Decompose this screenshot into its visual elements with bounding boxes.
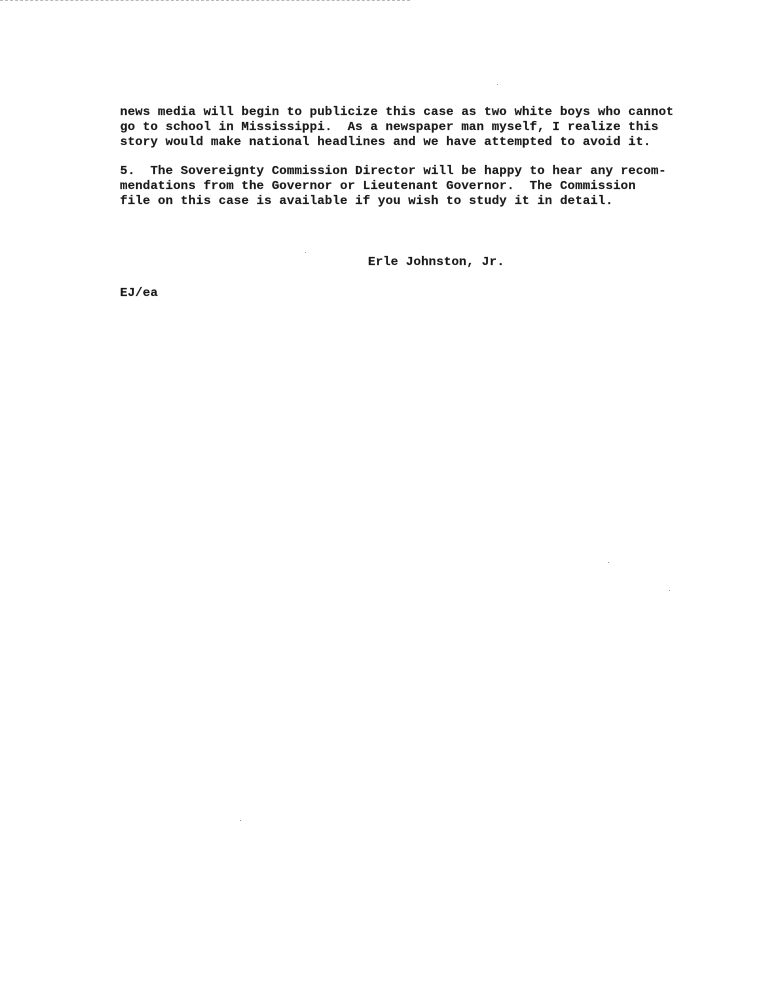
paragraph-continuation-line-2: go to school in Mississippi. As a newspaper man myself, I realize this (120, 120, 659, 134)
paragraph-5-line-2: mendations from the Governor or Lieutenant Governor. The Commission (120, 179, 636, 193)
paragraph-continuation-line-1: news media will begin to publicize this case as two white boys who cannot (120, 105, 674, 119)
paper-speck (669, 590, 670, 591)
paper-speck (305, 252, 306, 253)
paragraph-continuation-line-3: story would make national headlines and we have attempted to avoid it. (120, 135, 651, 149)
paper-speck (608, 562, 609, 563)
paragraph-5-line-3: file on this case is available if you wish to study it in detail. (120, 194, 614, 208)
signature-name: Erle Johnston, Jr. (368, 255, 505, 269)
page-top-edge (0, 0, 410, 1)
paragraph-5-line-1: 5. The Sovereignty Commission Director will be happy to hear any recom- (120, 164, 667, 178)
paper-speck (497, 84, 498, 85)
paper-speck (240, 820, 241, 821)
reference-initials: EJ/ea (120, 286, 158, 300)
